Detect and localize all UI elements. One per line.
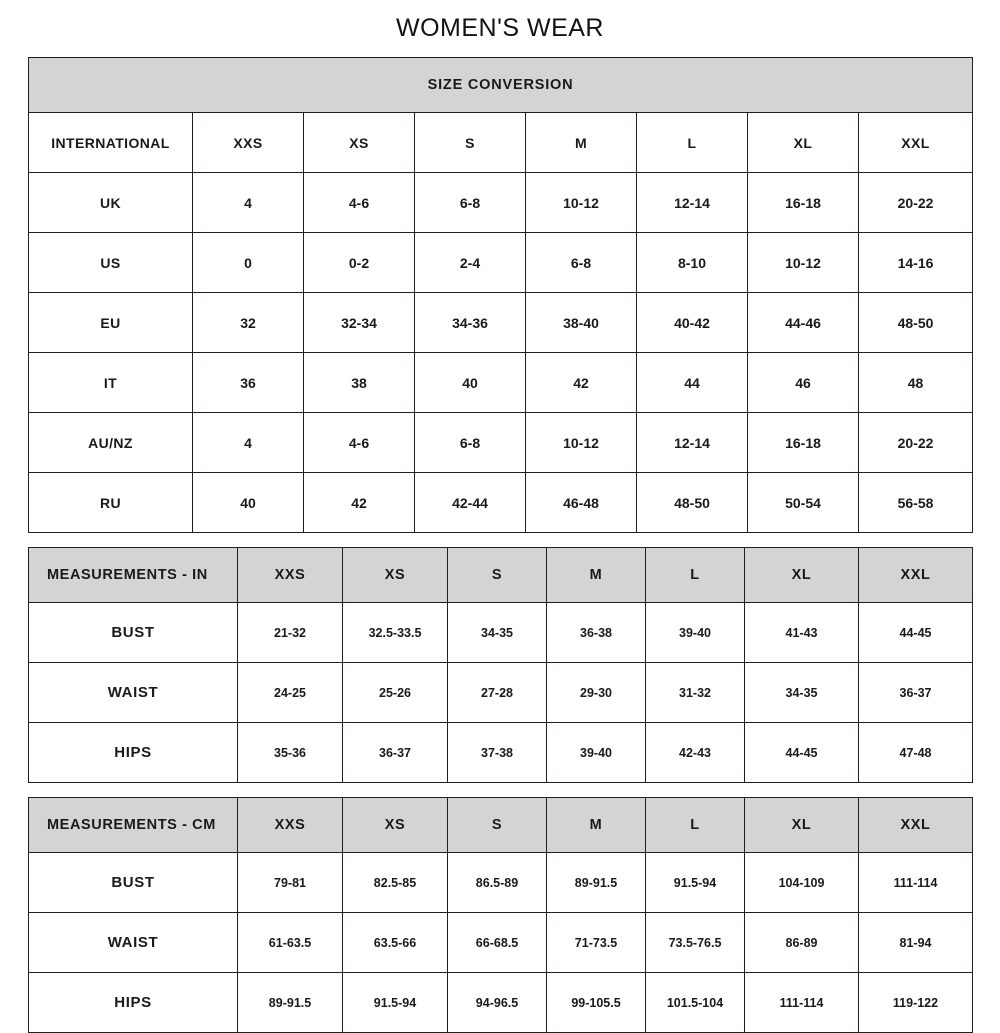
cell-value: 25-26 — [343, 663, 448, 723]
cell-value: 40-42 — [637, 293, 748, 353]
row-label: WAIST — [29, 663, 238, 723]
table-row — [29, 973, 973, 1033]
cell-value: 56-58 — [859, 473, 973, 533]
column-header-xs: XS — [343, 798, 448, 853]
table-row — [29, 723, 973, 783]
table-header-row — [29, 798, 973, 853]
cell-value: 16-18 — [748, 173, 859, 233]
table-row — [29, 413, 973, 473]
row-label: UK — [29, 173, 193, 233]
measurements-inches-table — [28, 547, 973, 783]
cell-value: 42-43 — [646, 723, 745, 783]
cell-value: 24-25 — [238, 663, 343, 723]
table-row — [29, 913, 973, 973]
cell-value: 86.5-89 — [448, 853, 547, 913]
table-row — [29, 663, 973, 723]
cell-value: 0-2 — [304, 233, 415, 293]
cell-value: 44-46 — [748, 293, 859, 353]
column-header-international: INTERNATIONAL — [29, 113, 193, 173]
cell-value: 38 — [304, 353, 415, 413]
cell-value: 91.5-94 — [343, 973, 448, 1033]
cell-value: 37-38 — [448, 723, 547, 783]
cell-value: 20-22 — [859, 413, 973, 473]
cell-value: 61-63.5 — [238, 913, 343, 973]
cell-value: 14-16 — [859, 233, 973, 293]
cell-value: 6-8 — [415, 413, 526, 473]
cell-value: 44-45 — [859, 603, 973, 663]
cell-value: 71-73.5 — [547, 913, 646, 973]
cell-value: 32 — [193, 293, 304, 353]
cell-value: 81-94 — [859, 913, 973, 973]
cell-value: 32.5-33.5 — [343, 603, 448, 663]
column-header-xl: XL — [748, 113, 859, 173]
table-header-row — [29, 113, 973, 173]
cell-value: 32-34 — [304, 293, 415, 353]
cell-value: 8-10 — [637, 233, 748, 293]
row-label: IT — [29, 353, 193, 413]
table-header-row — [29, 548, 973, 603]
cell-value: 34-35 — [745, 663, 859, 723]
cell-value: 63.5-66 — [343, 913, 448, 973]
column-header-m: M — [547, 548, 646, 603]
size-conversion-table — [28, 57, 973, 533]
measurements-centimeters-table — [28, 797, 973, 1033]
cell-value: 10-12 — [748, 233, 859, 293]
column-header-xxl: XXL — [859, 798, 973, 853]
column-header-xxl: XXL — [859, 113, 973, 173]
cell-value: 29-30 — [547, 663, 646, 723]
cell-value: 86-89 — [745, 913, 859, 973]
cell-value: 20-22 — [859, 173, 973, 233]
cell-value: 4 — [193, 173, 304, 233]
cell-value: 48-50 — [637, 473, 748, 533]
column-header-xl: XL — [745, 548, 859, 603]
cell-value: 42 — [526, 353, 637, 413]
cell-value: 91.5-94 — [646, 853, 745, 913]
cell-value: 21-32 — [238, 603, 343, 663]
cell-value: 6-8 — [526, 233, 637, 293]
cell-value: 38-40 — [526, 293, 637, 353]
table-banner-row — [29, 58, 973, 113]
cell-value: 89-91.5 — [238, 973, 343, 1033]
cell-value: 47-48 — [859, 723, 973, 783]
cell-value: 2-4 — [415, 233, 526, 293]
cell-value: 36-37 — [859, 663, 973, 723]
column-header-xxs: XXS — [238, 798, 343, 853]
cell-value: 99-105.5 — [547, 973, 646, 1033]
table-row — [29, 603, 973, 663]
cell-value: 82.5-85 — [343, 853, 448, 913]
cell-value: 16-18 — [748, 413, 859, 473]
cell-value: 41-43 — [745, 603, 859, 663]
column-header-xl: XL — [745, 798, 859, 853]
column-header-l: L — [646, 798, 745, 853]
cell-value: 31-32 — [646, 663, 745, 723]
cell-value: 39-40 — [547, 723, 646, 783]
cell-value: 48-50 — [859, 293, 973, 353]
cell-value: 36 — [193, 353, 304, 413]
row-label: EU — [29, 293, 193, 353]
cell-value: 0 — [193, 233, 304, 293]
column-header-measurements-cm: MEASUREMENTS - CM — [29, 798, 238, 853]
column-header-m: M — [547, 798, 646, 853]
row-label: RU — [29, 473, 193, 533]
cell-value: 12-14 — [637, 173, 748, 233]
column-header-l: L — [637, 113, 748, 173]
column-header-s: S — [415, 113, 526, 173]
cell-value: 6-8 — [415, 173, 526, 233]
column-header-xxs: XXS — [193, 113, 304, 173]
cell-value: 89-91.5 — [547, 853, 646, 913]
row-label: HIPS — [29, 723, 238, 783]
cell-value: 104-109 — [745, 853, 859, 913]
row-label: BUST — [29, 853, 238, 913]
cell-value: 44-45 — [745, 723, 859, 783]
table-row — [29, 853, 973, 913]
row-label: HIPS — [29, 973, 238, 1033]
cell-value: 46-48 — [526, 473, 637, 533]
table-row — [29, 353, 973, 413]
cell-value: 66-68.5 — [448, 913, 547, 973]
row-label: US — [29, 233, 193, 293]
cell-value: 36-37 — [343, 723, 448, 783]
column-header-measurements-in: MEASUREMENTS - IN — [29, 548, 238, 603]
cell-value: 4-6 — [304, 173, 415, 233]
column-header-xxl: XXL — [859, 548, 973, 603]
column-header-xs: XS — [343, 548, 448, 603]
table-row — [29, 173, 973, 233]
cell-value: 40 — [415, 353, 526, 413]
cell-value: 10-12 — [526, 413, 637, 473]
cell-value: 34-35 — [448, 603, 547, 663]
table-row — [29, 473, 973, 533]
row-label: BUST — [29, 603, 238, 663]
table-row — [29, 233, 973, 293]
cell-value: 12-14 — [637, 413, 748, 473]
cell-value: 27-28 — [448, 663, 547, 723]
cell-value: 111-114 — [859, 853, 973, 913]
cell-value: 79-81 — [238, 853, 343, 913]
cell-value: 4 — [193, 413, 304, 473]
column-header-m: M — [526, 113, 637, 173]
cell-value: 46 — [748, 353, 859, 413]
table-row — [29, 293, 973, 353]
cell-value: 42-44 — [415, 473, 526, 533]
cell-value: 94-96.5 — [448, 973, 547, 1033]
cell-value: 119-122 — [859, 973, 973, 1033]
cell-value: 73.5-76.5 — [646, 913, 745, 973]
cell-value: 4-6 — [304, 413, 415, 473]
column-header-xxs: XXS — [238, 548, 343, 603]
cell-value: 48 — [859, 353, 973, 413]
cell-value: 34-36 — [415, 293, 526, 353]
row-label: AU/NZ — [29, 413, 193, 473]
cell-value: 50-54 — [748, 473, 859, 533]
column-header-xs: XS — [304, 113, 415, 173]
cell-value: 35-36 — [238, 723, 343, 783]
cell-value: 42 — [304, 473, 415, 533]
cell-value: 111-114 — [745, 973, 859, 1033]
cell-value: 39-40 — [646, 603, 745, 663]
column-header-s: S — [448, 548, 547, 603]
cell-value: 101.5-104 — [646, 973, 745, 1033]
column-header-l: L — [646, 548, 745, 603]
row-label: WAIST — [29, 913, 238, 973]
size-conversion-banner: SIZE CONVERSION — [29, 58, 973, 113]
cell-value: 36-38 — [547, 603, 646, 663]
cell-value: 40 — [193, 473, 304, 533]
column-header-s: S — [448, 798, 547, 853]
page-title: WOMEN'S WEAR — [396, 14, 604, 42]
cell-value: 10-12 — [526, 173, 637, 233]
cell-value: 44 — [637, 353, 748, 413]
